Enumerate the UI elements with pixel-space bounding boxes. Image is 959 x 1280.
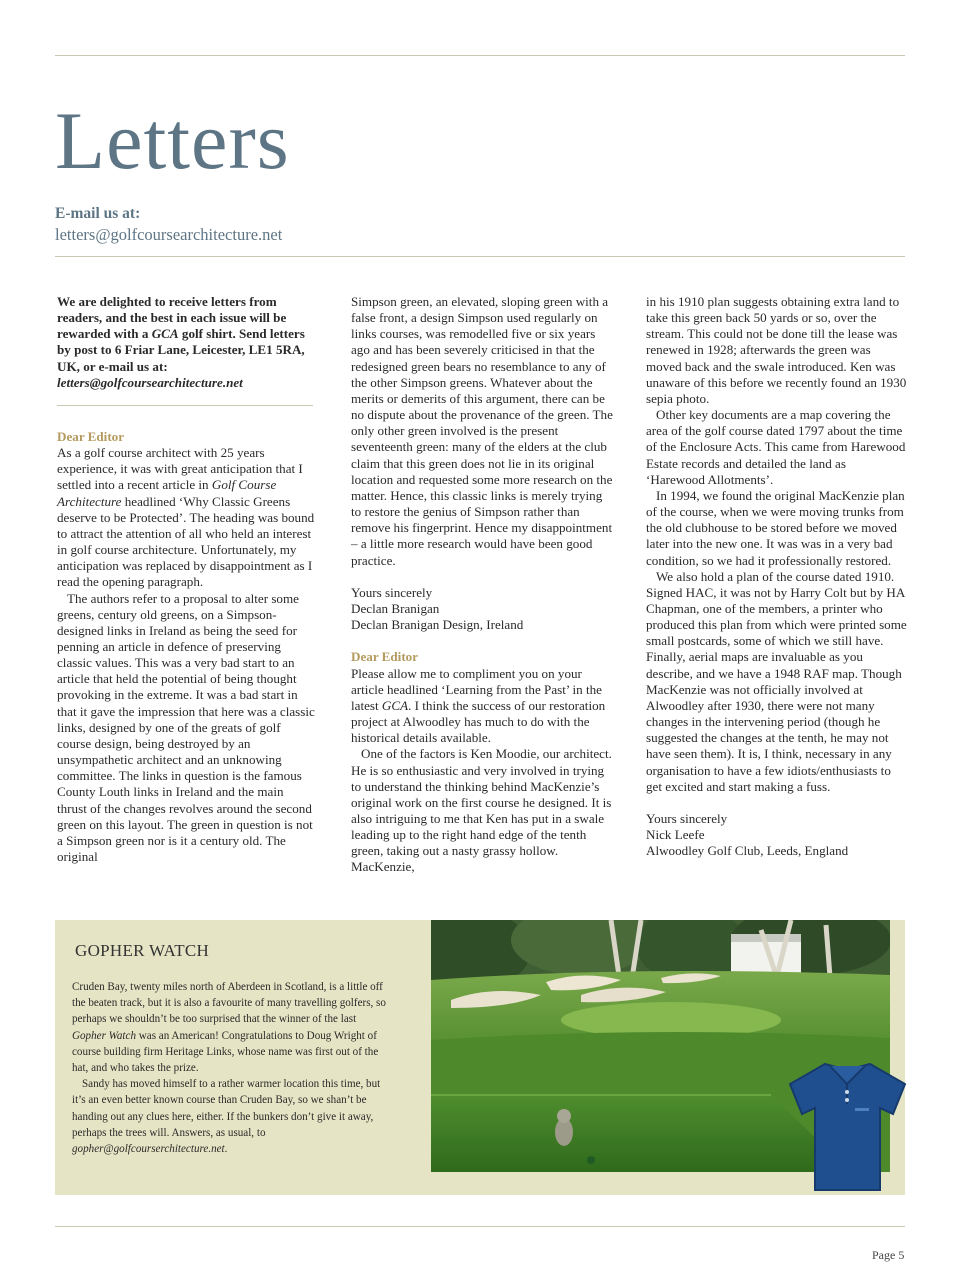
column-3 bbox=[646, 294, 908, 859]
letter1-publication: Golf Course Architecture bbox=[57, 477, 277, 509]
letter1-p1-text-end: headlined ‘Why Classic Greens deserve to be Protected’. The heading was bound to attract the attention of all who held an interest in golf course architecture. Unfortunately, my anticipation was replaced by disappointment as I read the opening paragraph. bbox=[57, 493, 315, 590]
letter2-publication: GCA bbox=[381, 697, 409, 713]
letter2-paragraph-5: We also hold a plan of the course dated 1910. Signed HAC, it was not by Harry Colt but by HA Chapman, one of the members, a printer who produced this plan from which were printed some small postcards, some of which we still have. Finally, aerial maps are invaluable as you describe, and we have a 1948 RAF map. Though MacKenzie was not officially involved at Alwoodley after 1930, there were not many changes in the intervening period (though he suggested the changes at the tenth, he may not have seen them). It is, I think, necessary in any organisation to have a few idiots/enthusiasts to get excited and start making a fuss. bbox=[646, 568, 907, 794]
top-rule bbox=[55, 55, 905, 56]
gopher-column-name: Gopher Watch bbox=[72, 1029, 136, 1042]
letter1-salutation: Dear Editor bbox=[57, 428, 125, 444]
letter2-p1-text-end: . I think the success of our restoration project at Alwoodley has much to do with the historical details available. bbox=[351, 697, 606, 746]
intro-text-2: golf shirt. Send letters by post to 6 Friar Lane, Leicester, LE1 5RA, UK, or e-mail us at: bbox=[57, 326, 305, 374]
letter2-paragraph-1 bbox=[351, 666, 613, 747]
golf-shirt-image bbox=[785, 1058, 910, 1194]
intro-gca: GCA bbox=[151, 326, 179, 342]
spacer bbox=[351, 569, 613, 585]
letter1-signoff: Yours sincerely bbox=[351, 584, 433, 600]
header-rule bbox=[55, 256, 905, 257]
letter2-paragraph-3: Other key documents are a map covering the area of the golf course dated 1797 about the time of the Enclosure Acts. This came from Harewood Estate records and detailed the land as ‘Harewood Allotments’. bbox=[646, 407, 906, 487]
letter2-name: Nick Leefe bbox=[646, 827, 705, 843]
intro-rule bbox=[57, 405, 313, 406]
gopher-p2-end: . bbox=[224, 1143, 228, 1156]
letter2-paragraph-2-cont: in his 1910 plan suggests obtaining extra land to take this green back 50 yards or so, over the stream. This could not be done till the lease was renewed in 1928; afterwards the green was moved back and the swale introduced. Ken was unaware of this before we recently found an 1930 sepia photo. bbox=[646, 294, 907, 406]
column-1 bbox=[57, 294, 315, 865]
gopher-watch-title: GOPHER WATCH bbox=[75, 941, 210, 960]
letter2-paragraph-4: In 1994, we found the original MacKenzie plan of the course, when we were moving trunks from the old clubhouse to be stored before we moved later into the new one. It was was in a very bad condition, so we had it professionally restored. bbox=[646, 487, 905, 568]
gopher-paragraph-2 bbox=[72, 1076, 387, 1157]
gopher-watch-text bbox=[72, 979, 387, 1157]
letter1-paragraph-2: The authors refer to a proposal to alter some greens, century old greens, on a Simpson-designed links in Ireland as being the seed for penning an article in defence of preserving classic values. This was a very bad start to an article that held the potential of being thought provoking in the extreme. It was a bad start in that it gave the impression that here was a classic links, designed by one of the greats of golf course design, being destroyed by an unsympathetic architect and an unknowing committee. The links in question is the famous County Louth links in Ireland and the main thrust of the changes revolves around the second green on this layout. The green in question is not a Simpson green nor is it a century old. The original bbox=[57, 590, 315, 864]
shirt-icon bbox=[785, 1058, 910, 1194]
gopher-p1-text: Cruden Bay, twenty miles north of Aberdeen in Scotland, is a little off the beaten track, but it is also a favourite of many travelling golfers, so perhaps we shouldn’t be too surprised that the winner of the last bbox=[72, 981, 386, 1026]
spacer bbox=[646, 795, 908, 811]
gopher-p1-text-end: was an American! Congratulations to Doug Wright of course building firm Heritage Links, whose name was first out of the hat, and who takes the prize. bbox=[72, 1029, 379, 1075]
page-number: Page 5 bbox=[872, 1248, 905, 1262]
letter1-paragraph-2-cont: Simpson green, an elevated, sloping green with a false front, a design Simpson used regularly on links courses, was remodelled five or six years ago and has been severely criticised in that the redesigned green bears no resemblance to any of the other Simpson greens. Whatever about the merits or demerits of this argument, there can be no dispute about the provenance of the green. The only other green involved is the present seventeenth green: many of the elders at the club claim that this green does not lie in its original location and requested some more research on the matter. Hence, this classic links is merely trying to restore the genius of Simpson rather than remove his fingerprint. Hence my disappointment – a little more research would have been good practice. bbox=[351, 294, 613, 568]
intro-paragraph bbox=[57, 294, 315, 391]
footer-rule bbox=[55, 1226, 905, 1227]
gopher-p2-text: Sandy has moved himself to a rather warmer location this time, but it’s an even better known course than Cruden Bay, so we shan’t be handing out any clues here, either. If the bunkers don’t give it away, perhaps the trees will. Answers, as usual, to bbox=[72, 1078, 381, 1139]
intro-text-1: We are delighted to receive letters from readers, and the best in each issue will be rewarded with a bbox=[57, 294, 287, 342]
page-title: Letters bbox=[55, 95, 290, 186]
email-link[interactable]: letters@golfcoursearchitecture.net bbox=[55, 225, 283, 244]
letter2-signoff: Yours sincerely bbox=[646, 810, 728, 826]
letter2-salutation: Dear Editor bbox=[351, 649, 419, 665]
letter1-paragraph-1 bbox=[57, 445, 315, 590]
letter2-paragraph-2: One of the factors is Ken Moodie, our architect. He is so enthusiastic and very involved in trying to understand the thinking behind MacKenzie’s original work on the first course he designed. It is also intriguing to me that Ken has put in a swale leading up to the right hand edge of the tenth green, taking out a nasty grassy hollow. MacKenzie, bbox=[351, 746, 612, 875]
column-2 bbox=[351, 294, 613, 876]
letter1-p1-text: As a golf course architect with 25 years experience, it was with great anticipation that I settled into a recent article in bbox=[57, 445, 303, 493]
spacer bbox=[351, 633, 613, 649]
letter1-affiliation: Declan Branigan Design, Ireland bbox=[351, 617, 524, 633]
gopher-email-link[interactable]: gopher@golfcourserchitecture.net bbox=[72, 1143, 225, 1156]
email-label: E-mail us at: bbox=[55, 205, 141, 222]
letter2-p1-text: Please allow me to compliment you on your article headlined ‘Learning from the Past’ in the latest bbox=[351, 665, 602, 713]
letter2-affiliation: Alwoodley Golf Club, Leeds, England bbox=[646, 843, 849, 859]
gopher-paragraph-1 bbox=[72, 979, 387, 1076]
intro-email-link[interactable]: letters@golfcoursearchitecture.net bbox=[57, 374, 243, 390]
letter1-name: Declan Branigan bbox=[351, 600, 440, 616]
